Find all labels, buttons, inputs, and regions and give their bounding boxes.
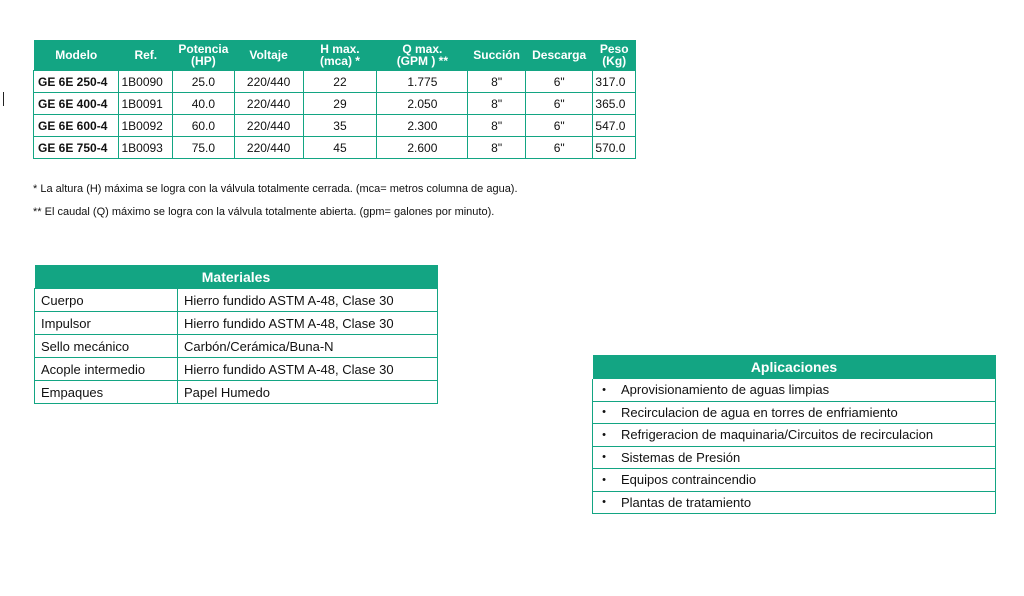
cell-ref: 1B0093 bbox=[119, 137, 173, 159]
spec-row bbox=[34, 115, 636, 137]
material-row bbox=[35, 335, 438, 358]
cell-voltaje: 220/440 bbox=[234, 93, 303, 115]
material-part: Cuerpo bbox=[35, 289, 178, 312]
aplicacion-text: Sistemas de Presión bbox=[615, 446, 996, 469]
material-part: Acople intermedio bbox=[35, 358, 178, 381]
cell-descarga: 6" bbox=[525, 71, 592, 93]
bullet-icon: • bbox=[593, 424, 616, 447]
aplicacion-item bbox=[593, 469, 996, 492]
material-row bbox=[35, 381, 438, 404]
material-row bbox=[35, 289, 438, 312]
specifications-table bbox=[33, 40, 636, 159]
aplicacion-text: Recirculacion de agua en torres de enfriamiento bbox=[615, 401, 996, 424]
cell-descarga: 6" bbox=[525, 137, 592, 159]
cell-q-max: 2.300 bbox=[377, 115, 468, 137]
cell-ref: 1B0092 bbox=[119, 115, 173, 137]
cell-peso: 547.0 bbox=[593, 115, 636, 137]
cell-q-max: 2.600 bbox=[377, 137, 468, 159]
cell-voltaje: 220/440 bbox=[234, 71, 303, 93]
materiales-table bbox=[34, 265, 438, 404]
header-peso: Peso (Kg) bbox=[599, 42, 629, 68]
aplicacion-text: Equipos contraincendio bbox=[615, 469, 996, 492]
material-spec: Carbón/Cerámica/Buna-N bbox=[178, 335, 438, 358]
header-potencia: Potencia (HP) bbox=[178, 42, 229, 68]
footnote-caudal: ** El caudal (Q) máximo se logra con la válvula totalmente abierta. (gpm= galones por minuto). bbox=[33, 206, 495, 218]
cell-potencia: 60.0 bbox=[173, 115, 235, 137]
aplicacion-text: Aprovisionamiento de aguas limpias bbox=[615, 379, 996, 401]
bullet-icon: • bbox=[593, 491, 616, 514]
material-part: Sello mecánico bbox=[35, 335, 178, 358]
header-voltaje: Voltaje bbox=[249, 48, 288, 62]
material-spec: Hierro fundido ASTM A-48, Clase 30 bbox=[178, 289, 438, 312]
cell-h-max: 45 bbox=[303, 137, 377, 159]
material-spec: Hierro fundido ASTM A-48, Clase 30 bbox=[178, 312, 438, 335]
cell-peso: 365.0 bbox=[593, 93, 636, 115]
materiales-title: Materiales bbox=[201, 268, 271, 285]
cell-succion: 8" bbox=[468, 93, 526, 115]
header-q-max: Q max. (GPM ) ** bbox=[396, 42, 449, 68]
header-h-max: H max. (mca) * bbox=[319, 42, 360, 68]
material-row bbox=[35, 312, 438, 335]
aplicaciones-table bbox=[592, 355, 996, 514]
aplicacion-text: Plantas de tratamiento bbox=[615, 491, 996, 514]
cell-descarga: 6" bbox=[525, 93, 592, 115]
cell-modelo: GE 6E 750-4 bbox=[34, 137, 119, 159]
aplicacion-item bbox=[593, 401, 996, 424]
cell-potencia: 25.0 bbox=[173, 71, 235, 93]
cell-h-max: 35 bbox=[303, 115, 377, 137]
cell-succion: 8" bbox=[468, 115, 526, 137]
aplicacion-item bbox=[593, 424, 996, 447]
bullet-icon: • bbox=[593, 379, 616, 401]
cell-voltaje: 220/440 bbox=[234, 137, 303, 159]
cell-modelo: GE 6E 400-4 bbox=[34, 93, 119, 115]
cell-ref: 1B0091 bbox=[119, 93, 173, 115]
cell-h-max: 22 bbox=[303, 71, 377, 93]
aplicacion-text: Refrigeracion de maquinaria/Circuitos de recirculacion bbox=[615, 424, 996, 447]
cell-succion: 8" bbox=[468, 137, 526, 159]
header-modelo: Modelo bbox=[55, 48, 98, 62]
spec-row bbox=[34, 71, 636, 93]
material-spec: Papel Humedo bbox=[178, 381, 438, 404]
cell-voltaje: 220/440 bbox=[234, 115, 303, 137]
aplicacion-item bbox=[593, 379, 996, 401]
header-succion: Succión bbox=[473, 48, 520, 62]
cell-succion: 8" bbox=[468, 71, 526, 93]
cell-ref: 1B0090 bbox=[119, 71, 173, 93]
aplicaciones-title: Aplicaciones bbox=[750, 359, 838, 375]
cell-h-max: 29 bbox=[303, 93, 377, 115]
material-part: Impulsor bbox=[35, 312, 178, 335]
material-part: Empaques bbox=[35, 381, 178, 404]
aplicacion-item bbox=[593, 491, 996, 514]
cell-potencia: 40.0 bbox=[173, 93, 235, 115]
spec-row bbox=[34, 93, 636, 115]
bullet-icon: • bbox=[593, 446, 616, 469]
bullet-icon: • bbox=[593, 401, 616, 424]
spec-header-row bbox=[34, 40, 636, 71]
aplicacion-item bbox=[593, 446, 996, 469]
bullet-icon: • bbox=[593, 469, 616, 492]
cell-modelo: GE 6E 600-4 bbox=[34, 115, 119, 137]
cell-modelo: GE 6E 250-4 bbox=[34, 71, 119, 93]
cell-q-max: 2.050 bbox=[377, 93, 468, 115]
material-spec: Hierro fundido ASTM A-48, Clase 30 bbox=[178, 358, 438, 381]
footnote-altura: * La altura (H) máxima se logra con la válvula totalmente cerrada. (mca= metros columna de agua). bbox=[33, 183, 518, 195]
margin-mark bbox=[3, 92, 4, 106]
cell-potencia: 75.0 bbox=[173, 137, 235, 159]
cell-peso: 317.0 bbox=[593, 71, 636, 93]
material-row bbox=[35, 358, 438, 381]
header-ref: Ref. bbox=[134, 48, 158, 62]
header-descarga: Descarga bbox=[532, 48, 587, 62]
spec-row bbox=[34, 137, 636, 159]
cell-q-max: 1.775 bbox=[377, 71, 468, 93]
cell-descarga: 6" bbox=[525, 115, 592, 137]
cell-peso: 570.0 bbox=[593, 137, 636, 159]
